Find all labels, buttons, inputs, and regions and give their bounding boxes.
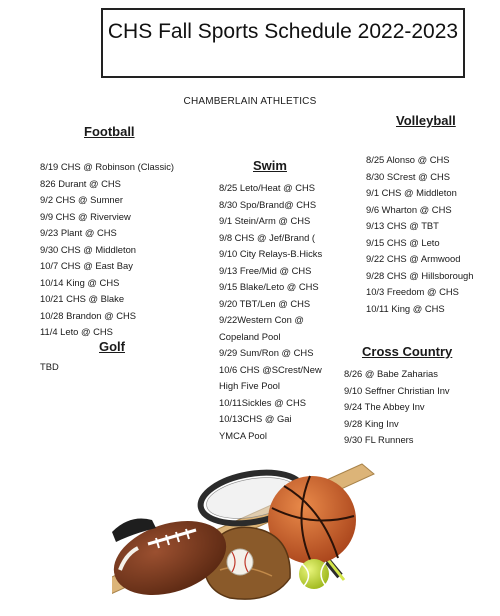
list-item: 9/22 CHS @ Armwood	[366, 253, 461, 264]
page-title: CHS Fall Sports Schedule 2022-2023	[107, 20, 459, 43]
list-item: 8/26 @ Babe Zaharias	[344, 368, 438, 379]
list-item: 9/30 FL Runners	[344, 434, 414, 445]
list-item: Copeland Pool	[219, 330, 281, 342]
list-item: 9/30 CHS @ Middleton	[40, 243, 137, 255]
list-item: 9/24 The Abbey Inv	[344, 401, 425, 412]
list-item: 9/15 CHS @ Leto	[366, 236, 440, 248]
list-item: 10/28 Brandon @ CHS	[40, 309, 137, 321]
list-item: 10/7 CHS @ East Bay	[40, 260, 133, 271]
list-item: 9/1 Stein/Arm @ CHS	[219, 215, 311, 226]
list-item: 9/9 CHS @ Riverview	[40, 210, 131, 222]
list-item: 9/6 Wharton @ CHS	[366, 203, 452, 215]
golf-value: TBD	[40, 361, 59, 372]
list-item: YMCA Pool	[219, 429, 267, 441]
football-schedule	[40, 159, 174, 341]
list-item: 10/21 CHS @ Blake	[40, 293, 125, 304]
list-item: 9/22Western Con @	[219, 314, 304, 325]
cross-country-heading: Cross Country	[362, 344, 453, 359]
list-item: 9/10 Seffner Christian Inv	[344, 384, 450, 396]
list-item: 9/8 CHS @ Jef/Brand (	[219, 231, 316, 243]
football-heading: Football	[84, 124, 135, 139]
list-item: High Five Pool	[219, 380, 280, 391]
list-item: 9/20 TBT/Len @ CHS	[219, 297, 311, 309]
list-item: 9/29 Sum/Ron @ CHS	[219, 347, 314, 358]
cross-country-schedule	[344, 366, 450, 449]
list-item: 9/15 Blake/Leto @ CHS	[219, 281, 319, 292]
list-item: 9/2 CHS @ Sumner	[40, 194, 123, 205]
list-item: 9/13 CHS @ TBT	[366, 220, 439, 231]
list-item: 10/14 King @ CHS	[40, 276, 120, 288]
volleyball-schedule	[366, 152, 473, 317]
list-item: 11/4 Leto @ CHS	[40, 326, 113, 337]
list-item: 9/28 King Inv	[344, 417, 399, 429]
tennis-ball-icon	[299, 559, 329, 589]
list-item: 9/13 Free/Mid @ CHS	[219, 264, 312, 276]
list-item: 10/11Sickles @ CHS	[219, 396, 306, 408]
swim-schedule	[219, 180, 322, 444]
volleyball-heading: Volleyball	[396, 113, 456, 128]
subheading: CHAMBERLAIN ATHLETICS	[183, 96, 317, 107]
list-item: 10/13CHS @ Gai	[219, 413, 292, 424]
golf-heading: Golf	[99, 339, 125, 354]
list-item: 8/19 CHS @ Robinson (Classic)	[40, 161, 175, 172]
sports-equipment-image	[112, 458, 392, 608]
list-item: 9/10 City Relays-B.Hicks	[219, 248, 323, 259]
list-item: 10/3 Freedom @ CHS	[366, 286, 459, 297]
list-item: 8/30 Spo/Brand@ CHS	[219, 198, 317, 210]
baseball-icon	[227, 549, 253, 575]
list-item: 826 Durant @ CHS	[40, 177, 121, 189]
list-item: 10/11 King @ CHS	[366, 302, 445, 314]
list-item: 8/25 Leto/Heat @ CHS	[219, 182, 316, 193]
list-item: 9/23 Plant @ CHS	[40, 227, 117, 238]
swim-heading: Swim	[253, 158, 287, 173]
list-item: 8/30 SCrest @ CHS	[366, 170, 451, 182]
list-item: 9/1 CHS @ Middleton	[366, 187, 457, 198]
list-item: 8/25 Alonso @ CHS	[366, 154, 450, 165]
title-box	[101, 8, 465, 78]
list-item: 9/28 CHS @ Hillsborough	[366, 269, 474, 281]
list-item: 10/6 CHS @SCrest/New	[219, 363, 322, 375]
